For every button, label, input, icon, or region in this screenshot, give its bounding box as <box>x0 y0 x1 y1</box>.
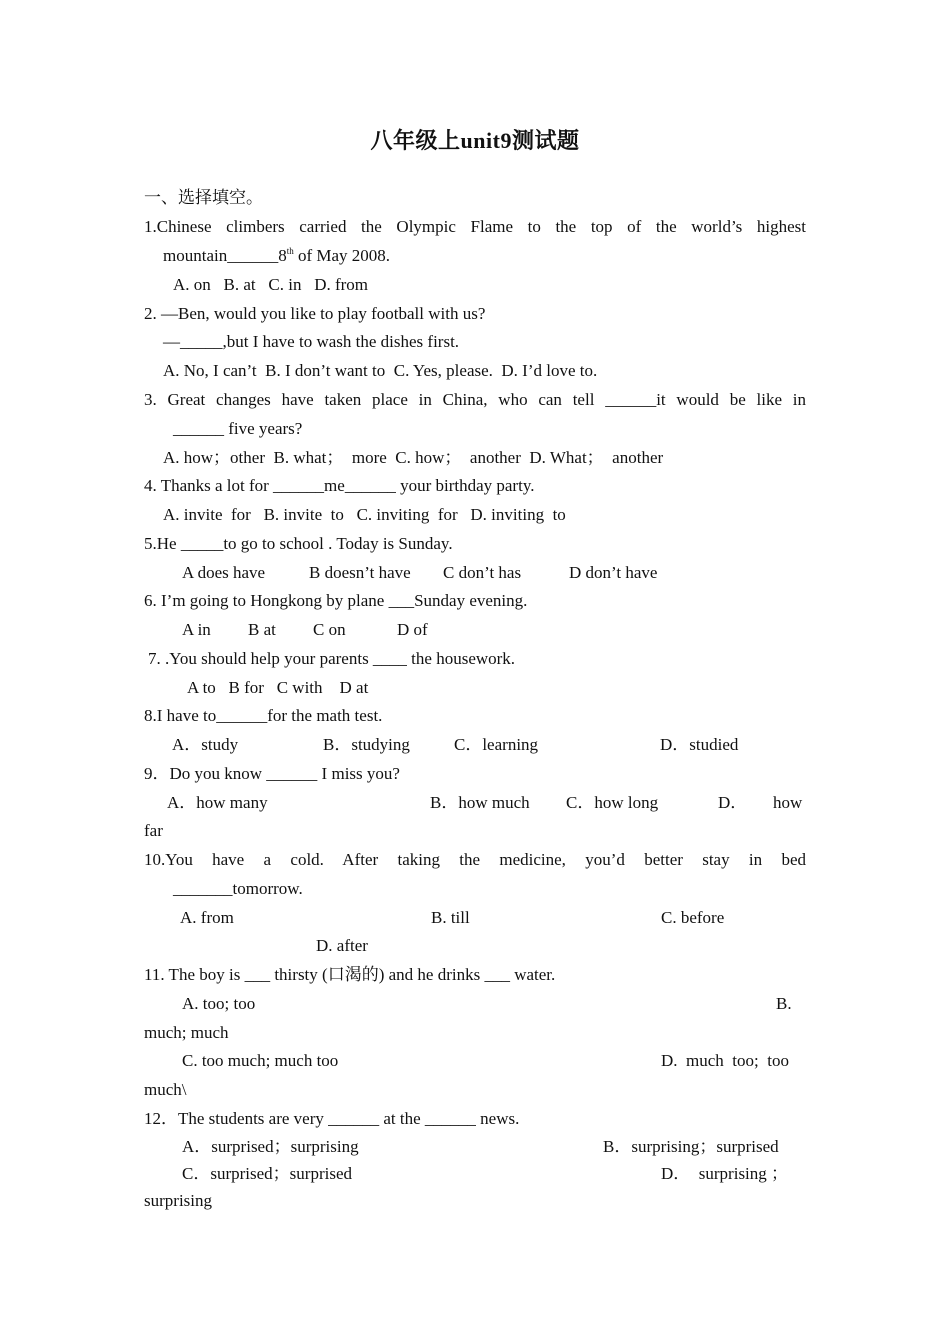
option-c: C. before <box>661 908 725 927</box>
page-title: 八年级上unit9测试题 <box>370 128 580 153</box>
option-a: A. too; too <box>182 994 256 1013</box>
question-11: 11. The boy is ___ thirsty (口渴的) and he drinks ___ water. <box>144 965 556 984</box>
question-7-options: A to B for C with D at <box>187 678 369 697</box>
option-c: C．how long <box>566 793 659 812</box>
option-d: D．studied <box>660 735 739 754</box>
option-d-wrap: surprising <box>144 1191 212 1210</box>
question-10-line2: _______tomorrow. <box>173 879 303 898</box>
question-3: 3. Great changes have taken place in China, who can tell ______it would be like in <box>144 390 806 409</box>
option-b: B．studying <box>323 735 410 754</box>
option-d: D． <box>718 793 748 812</box>
section-heading: 一、选择填空。 <box>144 188 263 207</box>
option-b: B．surprising；surprised <box>603 1137 779 1156</box>
option-c: C. too much; much too <box>182 1051 339 1070</box>
question-2: 2. —Ben, would you like to play football with us? <box>144 304 486 323</box>
option-a: A. from <box>180 908 234 927</box>
option-a: A in <box>182 620 211 639</box>
question-1: 1.Chinese climbers carried the Olympic Flame to the top of the world’s highest <box>144 217 806 236</box>
question-10: 10.You have a cold. After taking the medicine, you’d better stay in bed <box>144 850 806 869</box>
question-6: 6. I’m going to Hongkong by plane ___Sunday evening. <box>144 591 528 610</box>
option-d: D. after <box>316 936 368 955</box>
question-8: 8.I have to______for the math test. <box>144 706 383 725</box>
question-3-options: A. how；other B. what； more C. how； another D. What； another <box>163 448 664 467</box>
option-a: A．study <box>172 735 239 754</box>
option-c: C on <box>313 620 346 639</box>
option-a: A does have <box>182 563 266 582</box>
option-d: D of <box>397 620 428 639</box>
question-4: 4. Thanks a lot for ______me______ your birthday party. <box>144 476 535 495</box>
question-4-options: A. invite for B. invite to C. inviting for D. inviting to <box>163 505 566 524</box>
option-a: A．how many <box>167 793 268 812</box>
option-d: D． surprising ； <box>661 1164 789 1183</box>
question-5: 5.He _____to go to school . Today is Sunday. <box>144 534 453 553</box>
option-d-wrap: much\ <box>144 1080 187 1099</box>
option-b: B at <box>248 620 276 639</box>
option-a: A．surprised；surprising <box>182 1137 359 1156</box>
option-c: C don’t has <box>443 563 522 582</box>
question-12: 12．The students are very ______ at the ______ news. <box>144 1109 520 1128</box>
question-2-line2: —_____,but I have to wash the dishes first. <box>163 332 460 351</box>
question-2-options: A. No, I can’t B. I don’t want to C. Yes, please. D. I’d love to. <box>163 361 598 380</box>
option-d: D. much too; too <box>661 1051 789 1070</box>
option-c: C．surprised；surprised <box>182 1164 352 1183</box>
option-d-wrap: far <box>144 821 163 840</box>
question-1-options: A. on B. at C. in D. from <box>173 275 369 294</box>
option-b: B. <box>776 994 792 1013</box>
question-1-line2: mountain______8th of May 2008. <box>163 246 391 265</box>
option-d-text: how <box>773 793 803 812</box>
option-b: B．how much <box>430 793 530 812</box>
question-9: 9．Do you know ______ I miss you? <box>144 764 400 783</box>
option-b-wrap: much; much <box>144 1023 229 1042</box>
question-7: 7. .You should help your parents ____ the housework. <box>148 649 516 668</box>
question-3-line2: ______ five years? <box>173 419 303 438</box>
option-b: B. till <box>431 908 470 927</box>
option-b: B doesn’t have <box>309 563 411 582</box>
option-d: D don’t have <box>569 563 658 582</box>
option-c: C．learning <box>454 735 539 754</box>
